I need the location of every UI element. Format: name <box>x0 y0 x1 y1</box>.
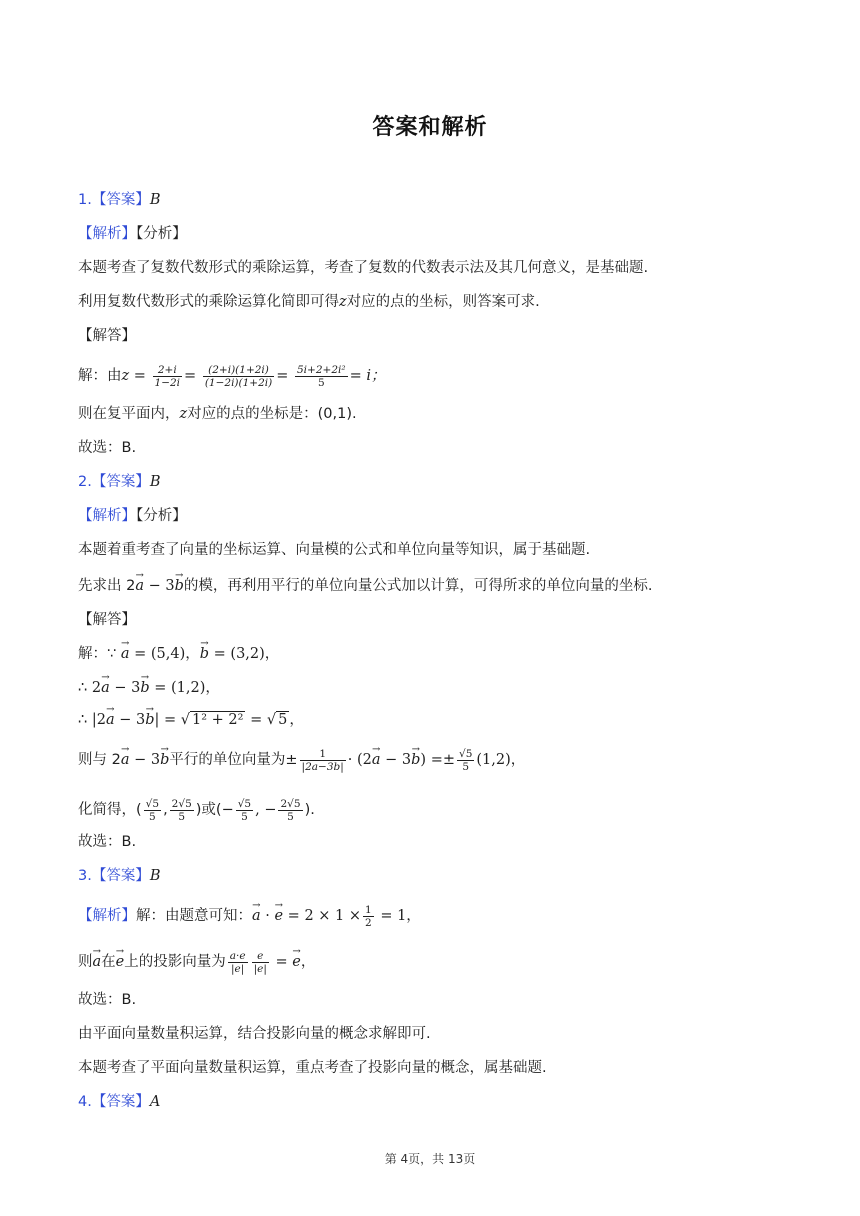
q3-analysis-tag: 【解析】 <box>78 908 136 924</box>
vector-a: → a <box>135 576 144 596</box>
vector-a: → a <box>252 902 261 930</box>
q2-answer-line <box>78 472 161 492</box>
vector-e: → e <box>292 948 301 976</box>
vector-b: → b <box>160 746 169 774</box>
q1-sol-prefix: 解：由 <box>78 368 122 384</box>
vector-a: → a <box>121 644 130 664</box>
q3-choose: 故选：B. <box>78 992 137 1008</box>
q2-analysis-tag: 【解析】 <box>78 508 136 524</box>
q2-paragraph-1: 本题着重考查了向量的坐标运算、向量模的公式和单位向量等知识，属于基础题. <box>78 542 591 558</box>
q3-paragraph-2: 本题考查了平面向量数量积运算，重点考查了投影向量的概念，属基础题. <box>78 1060 547 1076</box>
q1-paragraph-3: 则在复平面内，z对应的点的坐标是：(0,1). <box>78 406 357 422</box>
q4-answer: A <box>149 1094 161 1110</box>
vector-b: → b <box>411 746 420 774</box>
q2-solution-line-2: ∴ 2→ a − 3→ b = (1,2)， <box>78 678 220 698</box>
vector-a: → a <box>372 746 381 774</box>
vector-e: → e <box>274 902 283 930</box>
vector-a: → a <box>106 710 115 730</box>
page-title: 答案和解析 <box>372 115 488 140</box>
sqrt-5: √ 5 <box>266 712 288 728</box>
q3-answer: B <box>149 868 161 884</box>
q1-answer: B <box>149 192 161 208</box>
q1-analysis-tag: 【解析】 <box>78 226 136 242</box>
q1-frac-2: $\frac{(2+i)(1+2i)}{(1-2i)(1+2i)}$ <box>204 363 273 389</box>
q2-choose: 故选：B. <box>78 834 137 850</box>
q2-solution-line-1: 解：∵ → a = (5,4)，→ b = (3,2)， <box>78 644 279 664</box>
q3-answer-tag: 【答案】 <box>91 868 150 884</box>
q2-unit-frac: $\frac{1}{|2a-3b|}$ <box>301 747 344 773</box>
q1-solution-line: 解：由z = $\frac{2+i}{1-2i}$ = $\frac{(2+i)(1+2i)}{(1-2i)(1+2i)}$ = $\frac{\text{5i+2+2i²}}{5}$ = i； <box>78 363 386 389</box>
q3-solution-line-2: 则→ a在→ e上的投影向量为 $\frac{a\cdot e}{|e|}$ $\frac{e}{|e|}$ = → e， <box>78 948 315 976</box>
q1-sol-end: = i； <box>349 368 386 384</box>
vector-b: → b <box>175 576 184 596</box>
q1-p2-var: z <box>339 294 347 310</box>
q2-paragraph-2: 先求出 2→ a − 3→ b的模，再利用平行的单位向量公式加以计算，可得所求的单位向量的坐标. <box>78 576 653 596</box>
sqrt-expression: √ 1² + 2² <box>180 712 244 728</box>
q2-solution-line-4: 则与 2→ a − 3→ b平行的单位向量为± $\frac{1}{|2a-3b|}$ · (2→ a − 3→ b) =± $\frac{√5}{5}$ (1,2)， <box>78 746 525 774</box>
q3-solution-line-1: 【解析】解：由题意可知：→ a · → e = 2 × 1 × $\frac{1}{2}$ = 1， <box>78 902 421 930</box>
q1-jieda-tag: 【解答】 <box>78 328 136 344</box>
q1-p2-a: 利用复数代数形式的乘除运算化简即可得 <box>78 294 339 310</box>
q2-analysis-tags <box>78 506 187 526</box>
q1-fenxi-tag: 【分析】 <box>136 226 187 242</box>
q1-answer-line <box>78 190 161 210</box>
q2-sqrt5-frac: $\frac{√5}{5}$ <box>459 747 473 773</box>
q1-choose: 故选：B. <box>78 440 137 456</box>
q1-analysis-tags <box>78 224 187 244</box>
q1-number: 1. <box>78 192 92 208</box>
q1-frac-3: $\frac{\text{5i+2+2i²}}{5}$ <box>297 363 346 389</box>
q2-solution-line-5: 化简得，( $\frac{√5}{5}$ , $\frac{2√5}{5}$ )或(− $\frac{√5}{5}$ , − $\frac{2√5}{5}$ ). <box>78 797 315 823</box>
q2-answer-tag: 【答案】 <box>91 474 150 490</box>
projection-frac-2: $\frac{e}{|e|}$ <box>253 949 267 975</box>
q1-frac-1: $\frac{2+i}{1-2i}$ <box>154 363 181 389</box>
vector-b: → b <box>140 678 149 698</box>
vector-b: → b <box>145 710 154 730</box>
vector-a: → a <box>93 948 102 976</box>
projection-frac-1: $\frac{a\cdot e}{|e|}$ <box>229 949 246 975</box>
page-footer: 第 4页，共 13页 <box>384 1152 476 1166</box>
q2-solution-line-3: ∴ |2→ a − 3→ b| = √ 1² + 2² = √ 5 ， <box>78 710 304 730</box>
q2-answer: B <box>149 474 161 490</box>
q2-number: 2. <box>78 474 92 490</box>
vector-e: → e <box>116 948 125 976</box>
q2-jieda-tag: 【解答】 <box>78 612 136 628</box>
one-half-frac: $\frac{1}{2}$ <box>365 903 372 929</box>
q4-answer-line <box>78 1092 160 1112</box>
q4-number: 4. <box>78 1094 92 1110</box>
q2-fenxi-tag: 【分析】 <box>136 508 187 524</box>
q1-answer-tag: 【答案】 <box>91 192 150 208</box>
q1-paragraph-1: 本题考查了复数代数形式的乘除运算，考查了复数的代数表示法及其几何意义，是基础题. <box>78 260 649 276</box>
q1-p2-b: 对应的点的坐标，则答案可求. <box>346 294 540 310</box>
q3-number: 3. <box>78 868 92 884</box>
q3-answer-line <box>78 866 161 886</box>
q3-paragraph-1: 由平面向量数量积运算，结合投影向量的概念求解即可. <box>78 1026 431 1042</box>
vector-a: → a <box>101 678 110 698</box>
q1-sol-z: z <box>121 368 130 384</box>
vector-b: → b <box>200 644 209 664</box>
q4-answer-tag: 【答案】 <box>91 1094 150 1110</box>
q1-paragraph-2 <box>78 292 540 312</box>
vector-a: → a <box>121 746 130 774</box>
